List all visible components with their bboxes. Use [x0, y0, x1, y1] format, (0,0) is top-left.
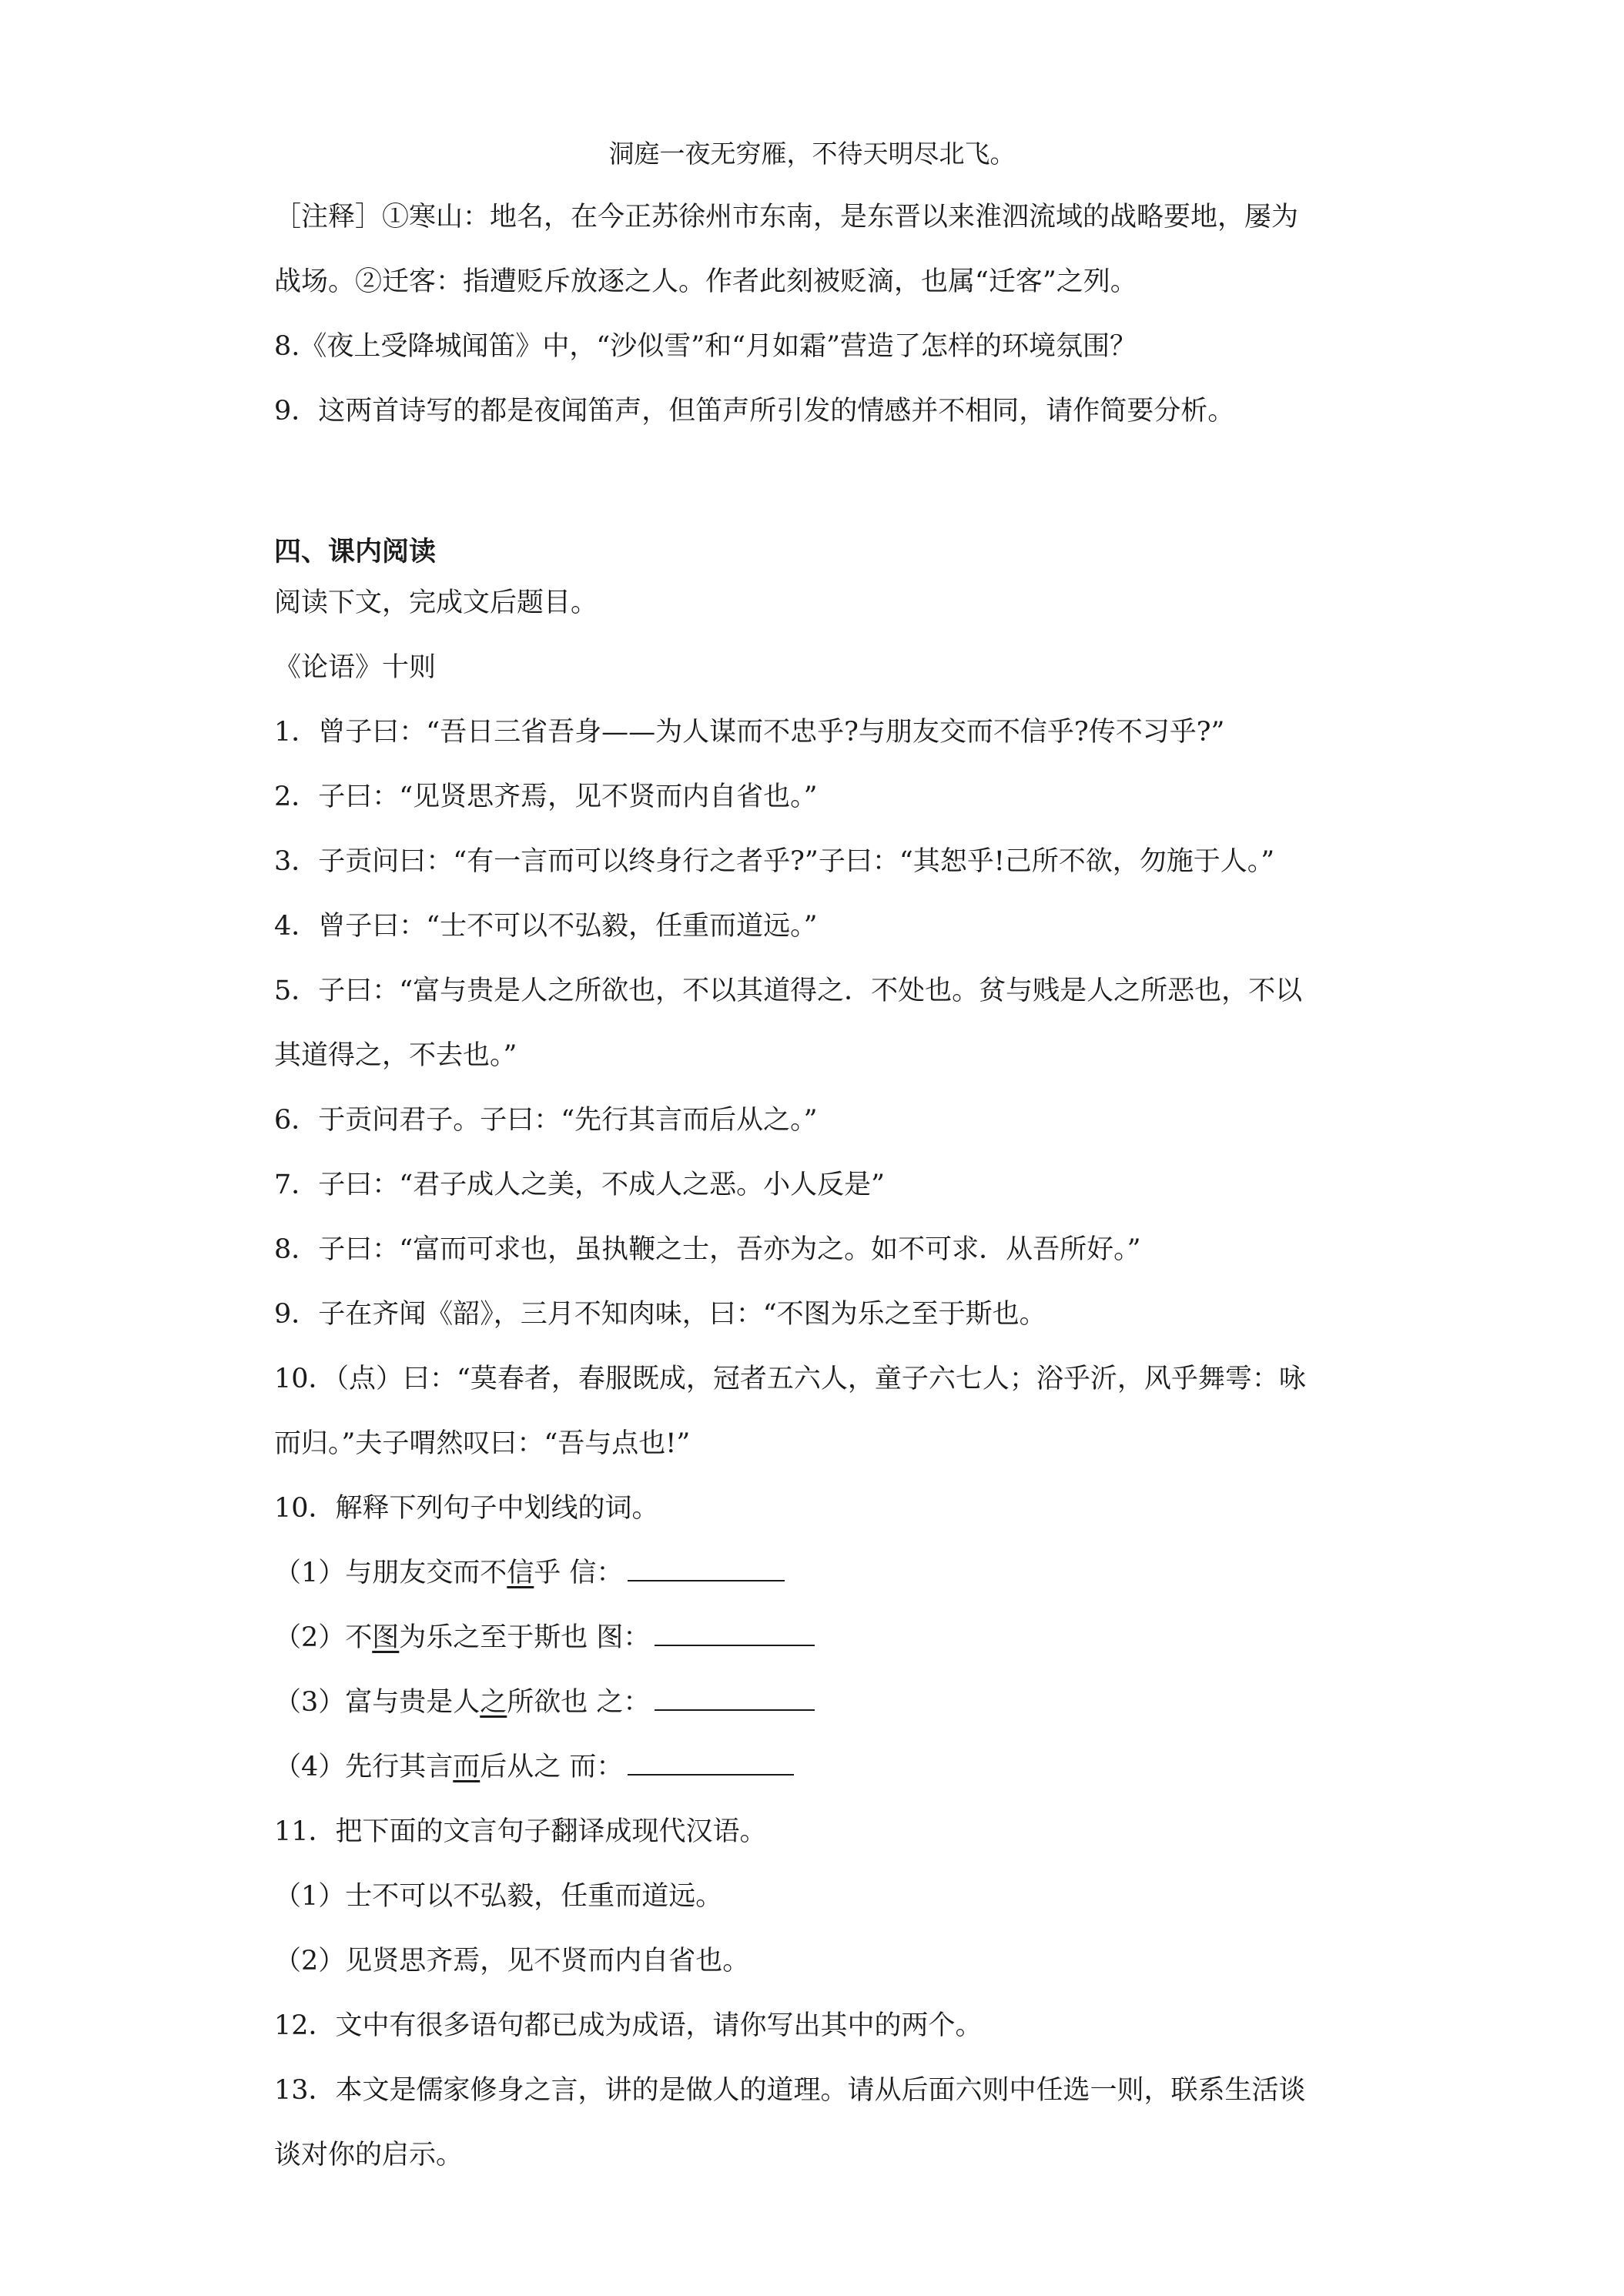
q10-item-1-word: 信	[507, 1558, 534, 1588]
analects-item-1: 1．曾子曰：“吾日三省吾身——为人谋而不忠乎?与朋友交而不信乎?传不习乎?”	[274, 717, 1225, 748]
answer-blank-3[interactable]	[655, 1686, 815, 1711]
answer-blank-2[interactable]	[655, 1622, 815, 1646]
q11-item-2: （2）见贤思齐焉，见不贤而内自省也。	[274, 1946, 750, 1976]
analects-item-6: 6．于贡问君子。子曰：“先行其言而后从之。”	[274, 1105, 818, 1136]
q10-item-2-post: 为乐之至于斯也 图：	[399, 1622, 651, 1653]
q10-item-4-word: 而	[453, 1752, 481, 1782]
analects-item-2: 2．子曰：“见贤思齐焉，见不贤而内自省也。”	[274, 782, 818, 812]
question-13-line-1: 13．本文是儒家修身之言，讲的是做人的道理。请从后面六则中任选一则，联系生活谈	[274, 2075, 1306, 2106]
q10-item-4-post: 后从之 而：	[480, 1752, 624, 1782]
q11-item-1: （1）士不可以不弘毅，任重而道远。	[274, 1881, 723, 1912]
answer-blank-4[interactable]	[628, 1751, 794, 1776]
q10-item-4-pre: （4）先行其言	[274, 1752, 454, 1782]
analects-item-3: 3．子贡问曰：“有一言而可以终身行之者乎?”子曰：“其恕乎!己所不欲，勿施于人。”	[274, 846, 1275, 877]
q10-item-3-post: 所欲也 之：	[507, 1687, 651, 1718]
question-9: 9．这两首诗写的都是夜闻笛声，但笛声所引发的情感并不相同，请作简要分析。	[274, 396, 1235, 427]
q10-item-4	[274, 1749, 794, 1786]
analects-item-4: 4．曾子曰：“士不可以不弘毅，任重而道远。”	[274, 911, 818, 942]
annotation-line-2: 战场。②迁客：指遭贬斥放逐之人。作者此刻被贬滴，也属“迁客”之列。	[274, 266, 1137, 297]
answer-blank-1[interactable]	[628, 1557, 785, 1581]
question-10: 10．解释下列句子中划线的词。	[274, 1493, 659, 1524]
analects-item-7: 7．子曰：“君子成人之美，不成人之恶。小人反是”	[274, 1170, 886, 1200]
analects-item-9: 9．子在齐闻《韶》，三月不知肉味，曰：“不图为乐之至于斯也。	[274, 1299, 1046, 1330]
q10-item-2	[274, 1619, 815, 1656]
question-13-line-2: 谈对你的启示。	[274, 2140, 464, 2170]
q10-item-3-word: 之	[480, 1687, 507, 1718]
question-8: 8.《夜上受降城闻笛》中，“沙似雪”和“月如霜”营造了怎样的环境氛围？	[274, 331, 1137, 362]
analects-item-5-cont: 其道得之，不去也。”	[274, 1040, 517, 1071]
question-11: 11．把下面的文言句子翻译成现代汉语。	[274, 1816, 767, 1847]
q10-item-3-pre: （3）富与贵是人	[274, 1687, 481, 1718]
q10-item-3	[274, 1684, 815, 1721]
poem-line: 洞庭一夜无穷雁，不待天明尽北飞。	[608, 139, 1016, 169]
analects-item-5: 5．子曰：“富与贵是人之所欲也，不以其道得之．不处也。贫与贱是人之所恶也，不以	[274, 976, 1303, 1006]
analects-item-8: 8．子曰：“富而可求也，虽执鞭之士，吾亦为之。如不可求．从吾所好。”	[274, 1234, 1141, 1265]
q10-item-2-word: 图	[372, 1622, 400, 1653]
analects-item-10: 10．（点）曰：“莫春者，春服既成，冠者五六人，童子六七人；浴乎沂，风乎舞雩：咏	[274, 1364, 1306, 1394]
question-12: 12．文中有很多语句都已成为成语，请你写出其中的两个。	[274, 2010, 983, 2041]
section-heading: 四、课内阅读	[274, 537, 437, 567]
q10-item-1	[274, 1555, 785, 1591]
text-title: 《论语》十则	[274, 652, 437, 683]
analects-item-10-cont: 而归。”夫子喟然叹曰：“吾与点也!”	[274, 1428, 691, 1459]
section-instruction: 阅读下文，完成文后题目。	[274, 587, 598, 618]
q10-item-1-post: 乎 信：	[534, 1558, 624, 1588]
q10-item-2-pre: （2）不	[274, 1622, 373, 1653]
q10-item-1-pre: （1）与朋友交而不	[274, 1558, 507, 1588]
annotation-line-1: ［注释］①寒山：地名，在今正苏徐州市东南，是东晋以来淮泗流域的战略要地，屡为	[274, 202, 1299, 233]
